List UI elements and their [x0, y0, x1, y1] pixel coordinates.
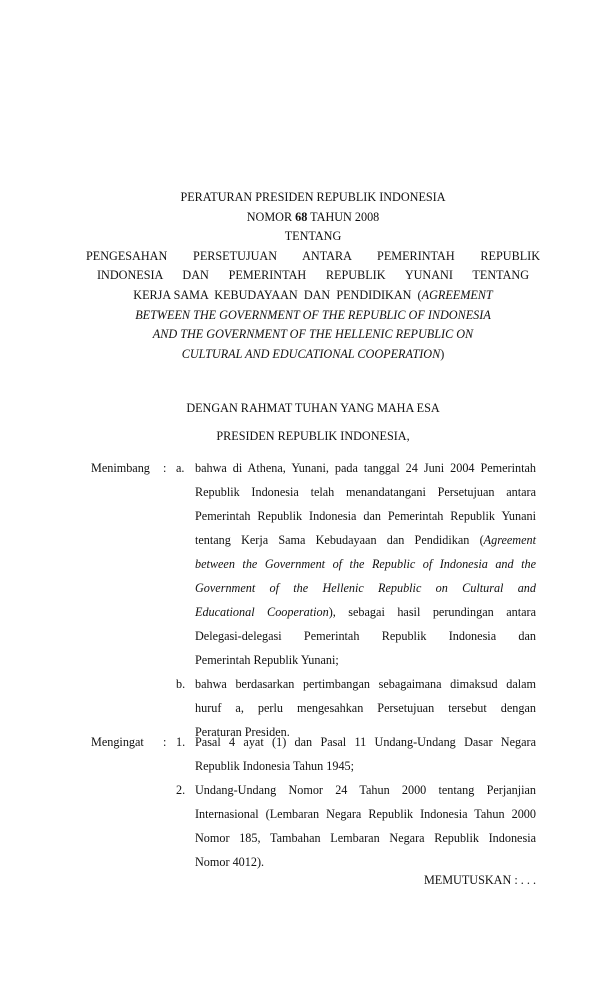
item-text [195, 456, 536, 672]
text-line [195, 528, 536, 552]
title-line: PERATURAN PRESIDEN REPUBLIK INDONESIA [180, 190, 446, 204]
text-line: Undang-Undang Nomor 24 Tahun 2000 tentang Perjanjian [195, 783, 536, 797]
item-marker: a. [176, 461, 185, 475]
text-line [195, 600, 536, 624]
list-item [91, 778, 536, 874]
text-line: bahwa berdasarkan pertimbangan sebagaimana dimaksud dalam [195, 677, 536, 691]
item-marker: 1. [176, 735, 186, 749]
preamble-line: DENGAN RAHMAT TUHAN YANG MAHA ESA [186, 401, 440, 415]
colon: : [163, 461, 167, 475]
text-line: Nomor 185, Tambahan Lembaran Negara Republik Indonesia [195, 831, 536, 845]
title-plain: KERJA SAMA KEBUDAYAAN DAN PENDIDIKAN ( [133, 287, 422, 302]
colon: : [163, 735, 167, 749]
text-line: between the Government of the Republic of Indonesia and the [195, 557, 536, 571]
text-line: bahwa di Athena, Yunani, pada tanggal 24 Juni 2004 Pemerintah [195, 461, 536, 475]
item-text [195, 778, 536, 874]
title-line: BETWEEN THE GOVERNMENT OF THE REPUBLIC OF INDONESIA [135, 307, 491, 322]
title-line: PENGESAHAN PERSETUJUAN ANTARA PEMERINTAH REPUBLIK [86, 248, 540, 263]
list-item [91, 456, 536, 672]
text-line: Republik Indonesia telah menandatangani Persetujuan antara [195, 485, 536, 499]
nomor-number: 68 [295, 209, 308, 224]
section-label: Menimbang [91, 461, 150, 475]
text-plain: ), sebagai hasil perundingan antara [328, 605, 536, 619]
text-line: huruf a, perlu mengesahkan Persetujuan tersebut dengan [195, 701, 536, 715]
memutuskan-continuation: MEMUTUSKAN : . . . [423, 873, 536, 887]
list-item [91, 730, 536, 778]
title-line: INDONESIA DAN PEMERINTAH REPUBLIK YUNANI TENTANG [97, 268, 529, 283]
text-line: Nomor 4012). [195, 855, 265, 869]
title-line: AND THE GOVERNMENT OF THE HELLENIC REPUBLIC ON [152, 327, 474, 342]
title-italic: CULTURAL AND EDUCATIONAL COOPERATION [181, 346, 441, 361]
title-line [90, 345, 536, 365]
item-marker: b. [176, 677, 186, 691]
preamble [90, 400, 536, 456]
text-line: Internasional (Lembaran Negara Republik Indonesia Tahun 2000 [195, 807, 536, 821]
text-italic: Agreement [483, 533, 536, 547]
item-marker: 2. [176, 783, 186, 797]
item-text [195, 730, 536, 778]
text-line: Republik Indonesia Tahun 1945; [195, 759, 355, 773]
text-line: Government of the Hellenic Republic on Cultural and [195, 581, 536, 595]
text-line: Peraturan Presiden. [195, 725, 290, 739]
title-line [90, 286, 536, 306]
mengingat-section [91, 730, 536, 874]
section-label: Mengingat [91, 735, 144, 749]
text-line: Pemerintah Republik Yunani; [195, 653, 339, 667]
preamble-line: PRESIDEN REPUBLIK INDONESIA, [216, 429, 410, 443]
nomor-suffix: TAHUN 2008 [307, 209, 380, 224]
text-plain: tentang Kerja Sama Kebudayaan dan Pendidikan ( [195, 533, 484, 547]
text-line: Pemerintah Republik Indonesia dan Pemerintah Republik Yunani [195, 509, 536, 523]
menimbang-section [91, 456, 536, 744]
document-title [86, 188, 540, 364]
text-italic: Educational Cooperation [195, 605, 329, 619]
nomor-prefix: NOMOR [246, 209, 296, 224]
text-line: Delegasi-delegasi Pemerintah Republik Indonesia dan [195, 629, 536, 643]
title-plain: ) [440, 346, 445, 361]
title-tentang: TENTANG [284, 229, 342, 244]
title-nomor [90, 208, 536, 228]
title-italic: AGREEMENT [421, 287, 493, 302]
text-line: Pasal 4 ayat (1) dan Pasal 11 Undang-Undang Dasar Negara [195, 735, 536, 749]
